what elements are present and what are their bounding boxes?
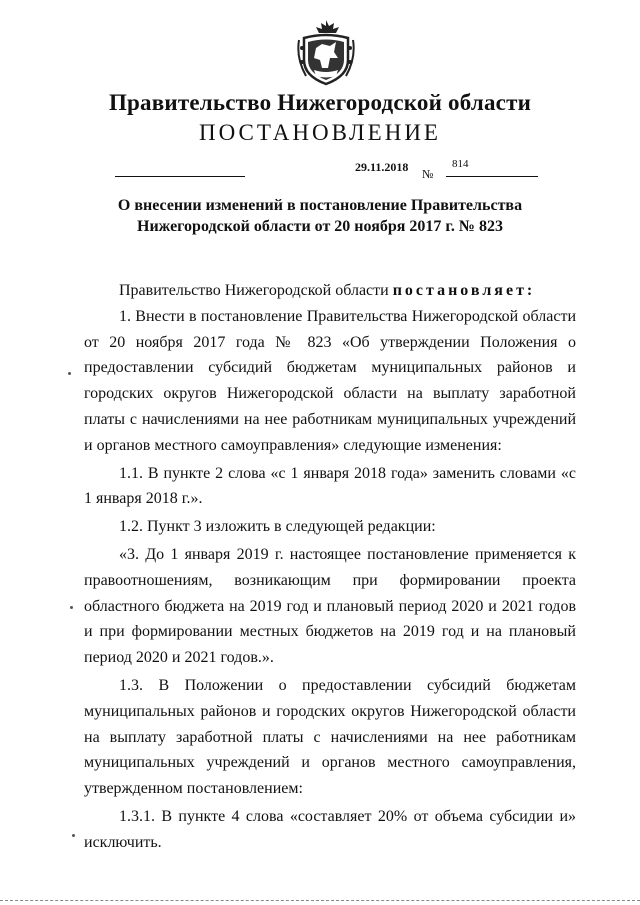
- organization-title: Правительство Нижегородской области: [108, 90, 532, 115]
- paragraph-1-1: 1.1. В пункте 2 слова «с 1 января 2018 года» заменить словами «с 1 января 2018 г.».: [84, 464, 576, 508]
- document-body: [84, 278, 576, 856]
- paragraph-1-2-quote: «3. До 1 января 2019 г. настоящее постановление применяется к правоотношениям, возникающим при формировании проекта областного бюджета на 2019 год и плановый период 2020 и 2021 годов и при формировании местных бюджетов на 2019 год и на плановый период 2020 и 2021 годов.».: [84, 545, 576, 667]
- paragraph-1-3: 1.3. В Положении о предоставлении субсидий бюджетам муниципальных районов и городских округов Нижегородской области на выплату заработной платы с начислениями на нее работникам муниципальных учреждений и органов местного самоуправления, утвержденном постановлением:: [84, 676, 576, 798]
- scan-edge-line: [0, 900, 640, 901]
- intro-prefix: Правительство Нижегородской области: [119, 282, 393, 299]
- scan-speck: [68, 372, 71, 375]
- intro-paragraph: [84, 278, 576, 304]
- scan-speck: [72, 834, 75, 837]
- subject-line-1: О внесении изменений в постановление Правительства: [117, 197, 523, 214]
- number-sign: №: [422, 167, 434, 181]
- document-number: 814: [452, 158, 469, 170]
- paragraph-1-3-1: 1.3.1. В пункте 4 слова «составляет 20% от объема субсидии и» исключить.: [84, 807, 576, 851]
- coat-of-arms-emblem: [296, 18, 356, 86]
- number-underline: [446, 176, 538, 177]
- paragraph-1-2: 1.2. Пункт 3 изложить в следующей редакции:: [119, 518, 436, 536]
- scan-speck: [70, 606, 73, 609]
- document-subject: [70, 195, 570, 237]
- subject-line-2: Нижегородской области от 20 ноября 2017 г. № 823: [137, 218, 503, 235]
- intro-resolves: постановляет:: [392, 282, 536, 299]
- document-date: 29.11.2018: [355, 160, 409, 174]
- paragraph-1: 1. Внести в постановление Правительства Нижегородской области от 20 ноября 2017 года № 823 «Об утверждении Положения о предоставлении субсидий бюджетам муниципальных районов и городских округов Нижегородской области на выплату заработной платы с начислениями на нее работникам муниципальных учреждений и органов местного самоуправления» следующие изменения:: [84, 307, 576, 454]
- blank-line: [115, 176, 245, 177]
- document-type: ПОСТАНОВЛЕНИЕ: [199, 120, 441, 145]
